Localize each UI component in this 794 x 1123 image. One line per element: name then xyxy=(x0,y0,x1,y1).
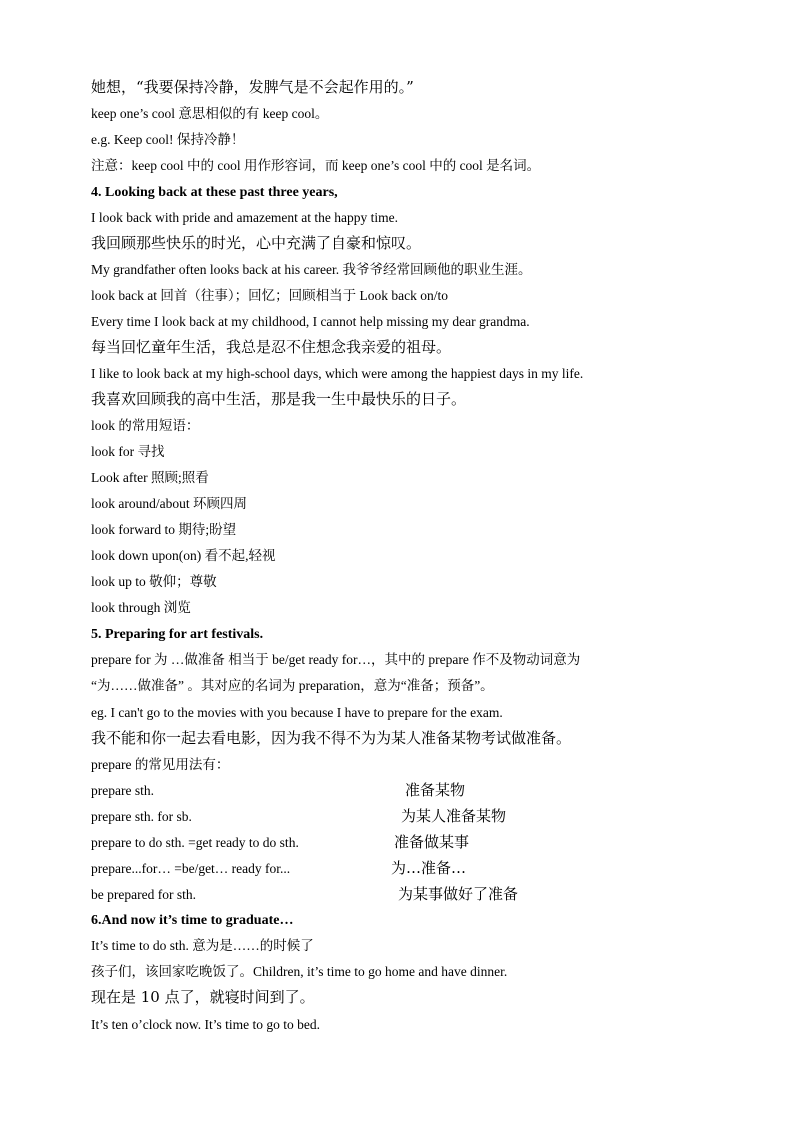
example-sentence: I look back with pride and amazement at the happy time. xyxy=(91,210,399,225)
example-sentence: It’s ten o’clock now. It’s time to go to bed. xyxy=(91,1017,320,1032)
example-sentence: eg. I can't go to the movies with you because I have to prepare for the exam. xyxy=(91,705,503,720)
usage-pattern: be prepared for sth. xyxy=(91,887,196,902)
translation-line: 现在是 10 点了，就寝时间到了。 xyxy=(91,988,315,1006)
phrase-item: look up to 敬仰；尊敬 xyxy=(91,574,217,589)
usage-meaning: 准备做某事 xyxy=(394,833,470,851)
translation-line: 每当回忆童年生活，我总是忍不住想念我亲爱的祖母。 xyxy=(91,338,452,356)
example-sentence: Every time I look back at my childhood, I cannot help missing my dear grandma. xyxy=(91,314,530,329)
example-sentence: My grandfather often looks back at his career. 我爷爷经常回顾他的职业生涯。 xyxy=(91,262,532,277)
definition-line: look back at 回首（往事）；回忆；回顾相当于 Look back on/to xyxy=(91,288,448,303)
usage-meaning: 为某事做好了准备 xyxy=(398,885,519,903)
usage-meaning: 准备某物 xyxy=(405,781,466,799)
section-heading: 6.And now it’s time to graduate… xyxy=(91,913,294,928)
definition-line: “为……做准备” 。其对应的名词为 preparation，意为“准备；预备”。 xyxy=(91,678,494,693)
usage-meaning: 为…准备… xyxy=(391,859,467,877)
translation-line: 我喜欢回顾我的高中生活，那是我一生中最快乐的日子。 xyxy=(91,390,467,408)
section-heading: 5. Preparing for art festivals. xyxy=(91,627,264,642)
phrase-item: look around/about 环顾四周 xyxy=(91,496,247,511)
text-line: keep one’s cool 意思相似的有 keep cool。 xyxy=(91,106,329,121)
phrase-list-title: look 的常用短语： xyxy=(91,418,200,433)
usage-pattern: prepare...for… =be/get… ready for... xyxy=(91,861,291,876)
translation-line: 我不能和你一起去看电影，因为我不得不为为某人准备某物考试做准备。 xyxy=(91,729,572,747)
usage-pattern: prepare sth. for sb. xyxy=(91,809,192,824)
text-line: 她想，“我要保持冷静，发脾气是不会起作用的。” xyxy=(91,78,414,96)
usage-meaning: 为某人准备某物 xyxy=(401,807,507,825)
phrase-item: look through 浏览 xyxy=(91,600,191,615)
phrase-item: Look after 照顾;照看 xyxy=(91,470,209,485)
phrase-item: look forward to 期待;盼望 xyxy=(91,522,237,537)
definition-line: prepare for 为 …做准备 相当于 be/get ready for…，其中的 prepare 作不及物动词意为 xyxy=(91,652,581,667)
text-line: e.g. Keep cool! 保持冷静！ xyxy=(91,132,245,147)
phrase-item: look down upon(on) 看不起,轻视 xyxy=(91,548,276,563)
section-heading: 4. Looking back at these past three years, xyxy=(91,185,338,200)
usage-pattern: prepare to do sth. =get ready to do sth. xyxy=(91,835,299,850)
definition-line: It’s time to do sth. 意为是……的时候了 xyxy=(91,938,314,953)
usage-list-title: prepare 的常见用法有： xyxy=(91,757,230,772)
example-sentence: I like to look back at my high-school days, which were among the happiest days in my life. xyxy=(91,366,584,381)
usage-pattern: prepare sth. xyxy=(91,783,154,798)
example-sentence: 孩子们，该回家吃晚饭了。Children, it’s time to go home and have dinner. xyxy=(91,964,508,979)
translation-line: 我回顾那些快乐的时光，心中充满了自豪和惊叹。 xyxy=(91,234,422,252)
text-line: 注意：keep cool 中的 cool 用作形容词，而 keep one’s cool 中的 cool 是名词。 xyxy=(91,158,541,173)
phrase-item: look for 寻找 xyxy=(91,444,165,459)
